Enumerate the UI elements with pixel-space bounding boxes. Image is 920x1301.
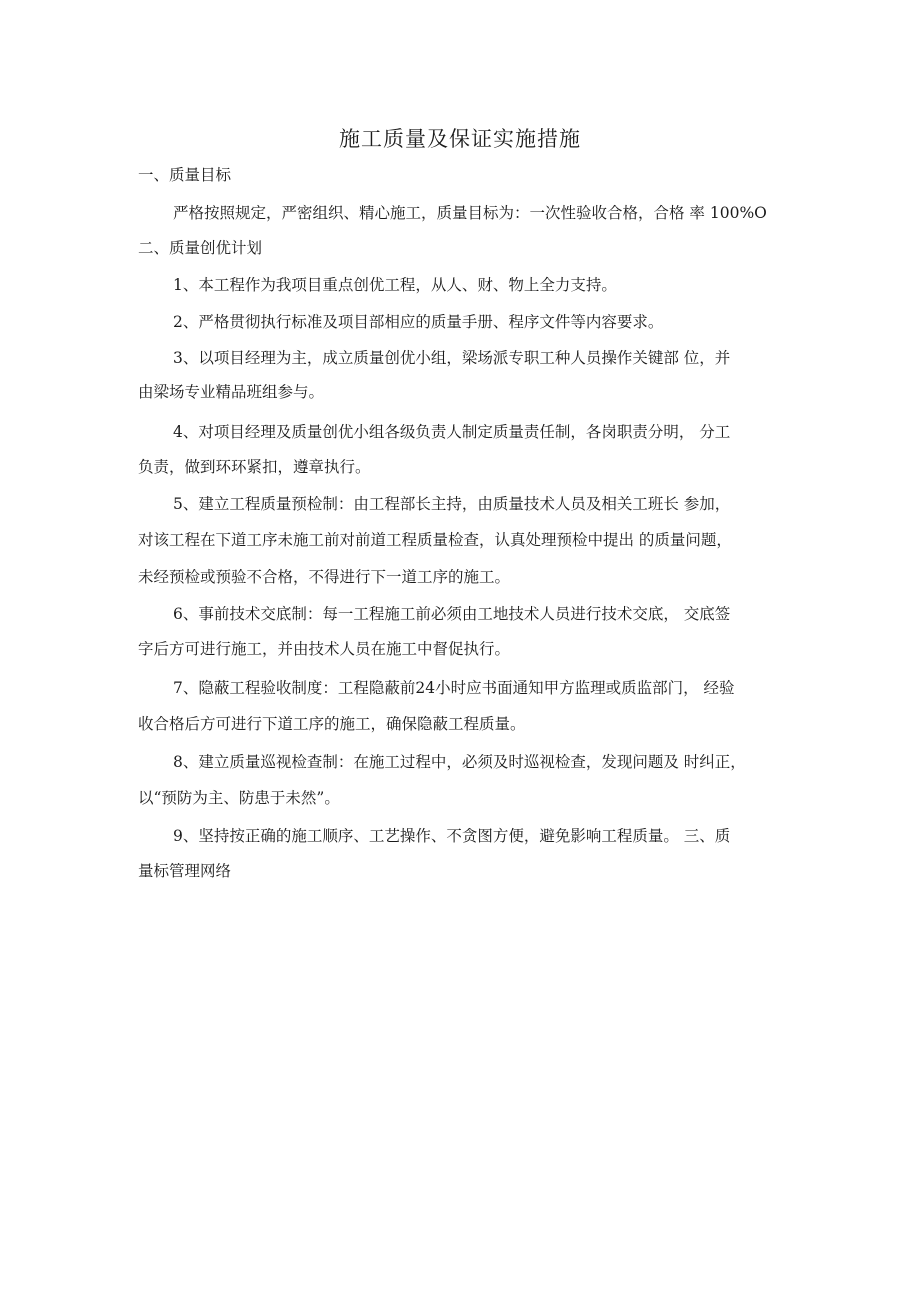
document-title: 施工质量及保证实施措施 xyxy=(339,127,581,151)
paragraph-line: 未经预检或预验不合格，不得进行下一道工序的施工。 xyxy=(138,568,511,586)
section-heading-quality-goal: 一、质量目标 xyxy=(138,166,232,184)
paragraph-line: 量标管理网络 xyxy=(138,862,232,880)
paragraph-line: 9、坚持按正确的施工顺序、工艺操作、不贪图方便，避免影响工程质量。 三、质 xyxy=(173,827,731,845)
paragraph-line: 6、事前技术交底制：每一工程施工前必须由工地技术人员进行技术交底， 交底签 xyxy=(173,605,731,623)
paragraph-line: 以“预防为主、防患于未然”。 xyxy=(138,789,340,807)
paragraph-line: 对该工程在下道工序未施工前对前道工程质量检查，认真处理预检中提出 的质量问题， xyxy=(138,531,732,549)
paragraph-line: 字后方可进行施工，并由技术人员在施工中督促执行。 xyxy=(138,640,511,658)
section-heading-quality-plan: 二、质量创优计划 xyxy=(138,239,263,257)
paragraph-line: 7、隐蔽工程验收制度：工程隐蔽前24小时应书面通知甲方监理或质监部门， 经验 xyxy=(173,679,735,697)
paragraph-line: 8、建立质量巡视检查制：在施工过程中，必须及时巡视检查，发现问题及 时纠正， xyxy=(173,753,746,771)
paragraph-line: 5、建立工程质量预检制：由工程部长主持，由质量技术人员及相关工班长 参加， xyxy=(173,495,731,513)
paragraph-line: 严格按照规定，严密组织、精心施工，质量目标为：一次性验收合格，合格 率 100%O xyxy=(173,204,767,222)
paragraph-line: 3、以项目经理为主，成立质量创优小组，梁场派专职工种人员操作关键部 位，并 xyxy=(173,349,731,367)
paragraph-line: 1、本工程作为我项目重点创优工程，从人、财、物上全力支持。 xyxy=(173,276,617,294)
paragraph-line: 2、严格贯彻执行标准及项目部相应的质量手册、程序文件等内容要求。 xyxy=(173,313,664,331)
paragraph-line: 由梁场专业精品班组参与。 xyxy=(138,383,325,401)
paragraph-line: 4、对项目经理及质量创优小组各级负责人制定质量责任制，各岗职责分明， 分工 xyxy=(173,423,731,441)
paragraph-line: 负责，做到环环紧扣，遵章执行。 xyxy=(138,458,371,476)
paragraph-line: 收合格后方可进行下道工序的施工，确保隐蔽工程质量。 xyxy=(138,715,526,733)
